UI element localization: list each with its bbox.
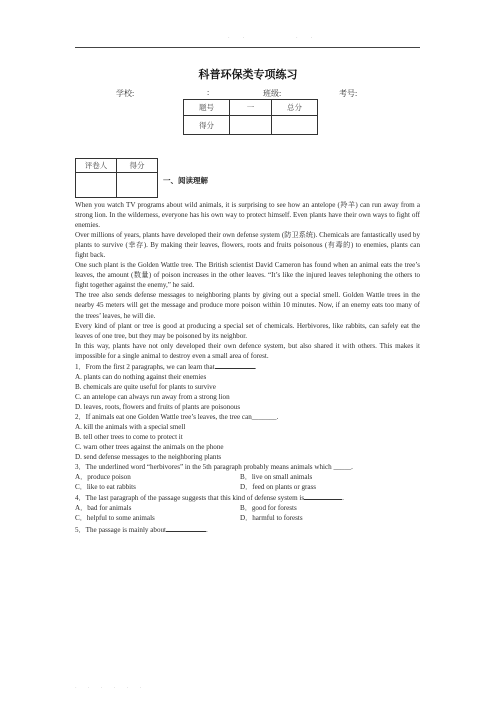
question-stem: 1．From the first 2 paragraphs, we can learn that	[75, 362, 215, 371]
grader-header: 评卷人	[76, 159, 117, 173]
option[interactable]: C．helpful to some animals	[75, 514, 155, 523]
reading-passage	[75, 200, 420, 535]
option[interactable]: B. chemicals are quite useful for plants to survive	[75, 382, 216, 391]
answer-blank	[166, 524, 206, 532]
score-header-question: 题号	[184, 100, 230, 116]
option[interactable]: D. leaves, roots, flowers and fruits of plants are poisonous	[75, 402, 241, 411]
score-header-part-one: 一	[230, 100, 272, 116]
question-stem-end: .	[254, 362, 257, 371]
option[interactable]: A. plants can do nothing against their enemies	[75, 372, 207, 381]
header-rule	[75, 47, 420, 48]
option[interactable]: B. tell other trees to come to protect it	[75, 433, 183, 442]
question-stem-end: .	[206, 525, 208, 534]
option[interactable]: C．like to eat rabbits	[75, 483, 136, 492]
option[interactable]: A．bad for animals	[75, 504, 132, 513]
option[interactable]: A. kill the animals with a special smell	[75, 423, 186, 432]
question-5	[75, 524, 420, 535]
page-title: 科普环保类专项练习	[198, 68, 298, 81]
option[interactable]: C. an antelope can always run away from a strong lion	[75, 392, 230, 401]
option[interactable]: D．feed on plants or grass	[240, 483, 317, 492]
question-stem: 5．The passage is mainly about	[75, 525, 167, 534]
question-stem: 3．The underlined word “herbivores” in the 5th paragraph probably means animals which _____.	[75, 463, 353, 472]
question-1	[75, 361, 420, 412]
passage-paragraph: The tree also sends defense messages to neighboring plants by giving out a special smell. Golden Wattle trees in the nearby 45 meters will get the message and produce more poison within 10 minutes. Now, if an enemy eats too many of the trees’ leaves, he will die.	[75, 291, 420, 320]
score-cell-part-one[interactable]	[230, 116, 272, 135]
footer-dots: · · · · · ·	[75, 686, 147, 691]
answer-blank	[215, 361, 255, 369]
question-stem-end: .	[342, 494, 344, 503]
grader-score-cell[interactable]	[117, 173, 158, 198]
header-dots-right: · ·	[296, 36, 319, 41]
passage-paragraph: Over millions of years, plants have developed their own defense system (防卫系统). Chemicals are fantastically used by plants to survive (幸存). By making their leaves, flowers, roots and fruits poisonous (有毒的) to enemies, plants can fight back.	[75, 231, 420, 260]
score-header-total: 总分	[272, 100, 318, 116]
exam-number-label: 考号:	[339, 89, 358, 98]
score-row-label: 得分	[184, 116, 230, 135]
option[interactable]: D. send defense messages to the neighboring plants	[75, 453, 222, 462]
option[interactable]: B．live on small animals	[240, 473, 313, 482]
section-title: 一、阅读理解	[163, 176, 208, 185]
question-stem: 2．If animals eat one Golden Wattle tree’s leaves, the tree can_______.	[75, 412, 279, 421]
passage-paragraph: One such plant is the Golden Wattle tree. The British scientist David Cameron has found when an animal eats the tree’s leaves, the amount (数量) of poison increases in the other leaves. “It’s like the injured leaves telephoning the others to fight together against the enemy,” he said.	[75, 261, 420, 290]
school-separator: :	[207, 88, 210, 97]
question-2	[75, 412, 420, 462]
passage-paragraph: In this way, plants have not only developed their own defence system, but also shared it with others. This makes it impossible for a single animal to destroy even a small area of forest.	[75, 341, 420, 360]
grader-table	[75, 158, 158, 198]
option[interactable]: B．good for forests	[240, 504, 297, 513]
question-4	[75, 492, 420, 523]
question-3	[75, 462, 420, 492]
passage-paragraph: When you watch TV programs about wild animals, it is surprising to see how an antelope (羚羊) can run away from a strong lion. In the wilderness, everyone has his own way to protect himself. Even plants have their own ways to fight off enemies.	[75, 201, 420, 230]
answer-blank	[304, 492, 344, 503]
class-label: 班级:	[263, 89, 282, 98]
score-cell-total[interactable]	[272, 116, 318, 135]
option[interactable]: A．produce poison	[75, 473, 131, 482]
grader-cell[interactable]	[76, 173, 117, 198]
passage-paragraph: Every kind of plant or tree is good at producing a special set of chemicals. Herbivores, like rabbits, can safely eat the leaves of one tree, but they may be poisoned by its neighbor.	[75, 321, 420, 340]
grader-score-header: 得分	[117, 159, 158, 173]
option[interactable]: D．harmful to forests	[240, 514, 303, 523]
header-dots-left: · ·	[228, 36, 251, 41]
option[interactable]: C. warn other trees against the animals on the phone	[75, 443, 224, 452]
question-stem: 4．The last paragraph of the passage suggests that this kind of defense system is	[75, 494, 305, 503]
score-table	[183, 99, 318, 135]
school-label: 学校:	[116, 89, 135, 98]
